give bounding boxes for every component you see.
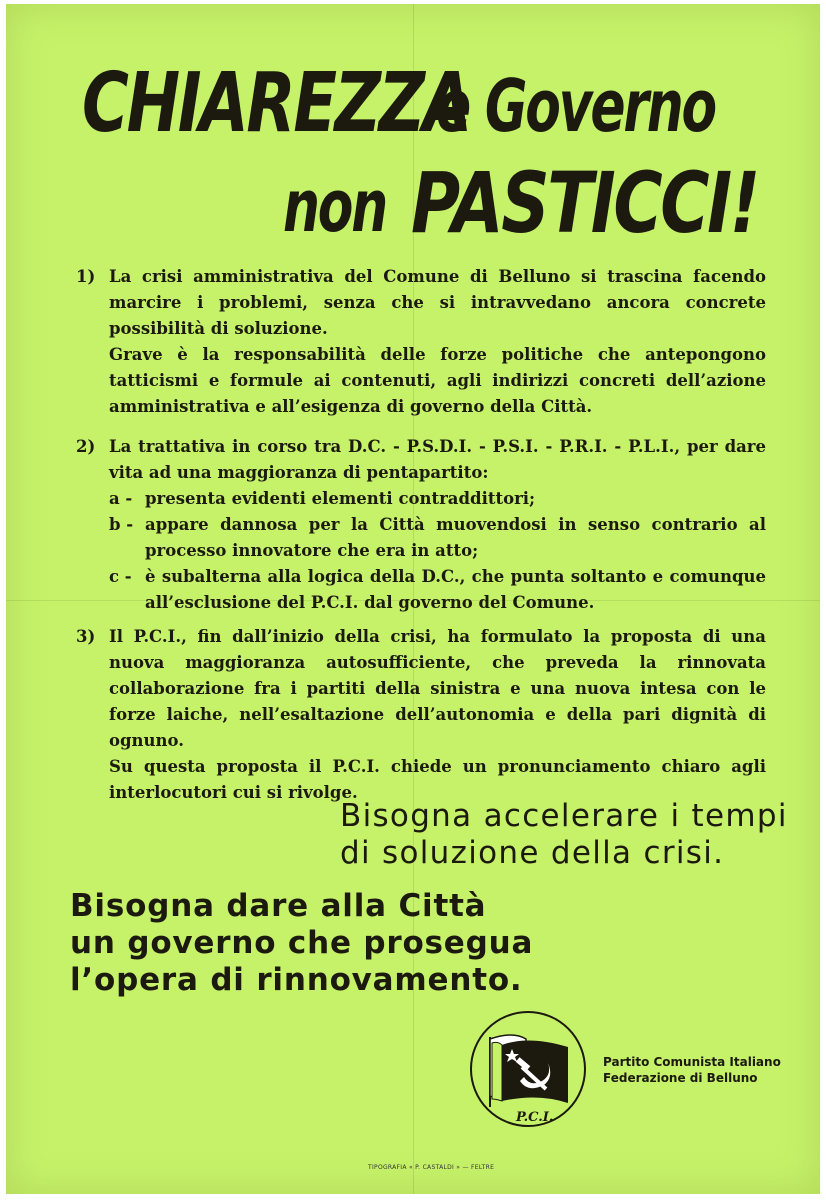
- slogan-governo: [70, 888, 533, 999]
- title-word-e-governo: e Governo: [436, 64, 715, 148]
- title-word-pasticci: PASTICCI!: [411, 154, 759, 252]
- list-item: [109, 512, 766, 564]
- list-item-text: è subalterna alla logica della D.C., che punta soltanto e comunque all’esclusione del P.C.I. dal governo del Comune.: [145, 567, 766, 612]
- list-item: [109, 486, 766, 512]
- printer-credit: TIPOGRAFIA « P. CASTALDI » — FELTRE: [368, 1164, 495, 1171]
- list-item-text: appare dannosa per la Città muovendosi in senso contrario al processo innovatore che era in atto;: [145, 515, 766, 560]
- slogan-line: Bisogna dare alla Città: [70, 888, 487, 924]
- slogan-line: un governo che prosegua: [70, 925, 534, 961]
- point-1: [76, 264, 766, 420]
- party-federation: Federazione di Belluno: [603, 1071, 758, 1085]
- list-item: [109, 564, 766, 616]
- title-word-chiarezza: CHIAREZZA: [82, 56, 470, 151]
- hammer-sickle-flag-icon: [468, 1009, 588, 1129]
- point-intro: La trattativa in corso tra D.C. - P.S.D.I. - P.S.I. - P.R.I. - P.L.I., per dare vita ad una maggioranza di pentapartito:: [109, 437, 766, 482]
- logo-letters: P.C.I.: [516, 1110, 554, 1125]
- list-item-text: presenta evidenti elementi contraddittori;: [145, 489, 536, 508]
- slogan-accelerare: [340, 798, 788, 872]
- list-item-letter: a -: [109, 489, 133, 508]
- party-name: Partito Comunista Italiano: [603, 1055, 781, 1069]
- party-signature: [603, 1054, 781, 1086]
- list-item-letter: c -: [109, 567, 132, 586]
- list-item-letter: b -: [109, 515, 134, 534]
- poster: [6, 4, 820, 1194]
- slogan-line: di soluzione della crisi.: [340, 835, 725, 871]
- point-3: [76, 624, 766, 806]
- slogan-line: l’opera di rinnovamento.: [70, 962, 523, 998]
- point-number: 3): [76, 627, 96, 646]
- point-paragraph: Su questa proposta il P.C.I. chiede un pronunciamento chiaro agli interlocutori cui si rivolge.: [109, 757, 766, 802]
- title-word-non: non: [283, 164, 386, 248]
- point-2: [76, 434, 766, 616]
- point-paragraph: La crisi amministrativa del Comune di Belluno si trascina facendo marcire i problemi, senza che si intravvedano ancora concrete possibilità di soluzione.: [109, 267, 766, 338]
- point-number: 2): [76, 437, 96, 456]
- slogan-line: Bisogna accelerare i tempi: [340, 798, 788, 834]
- point-paragraph: Grave è la responsabilità delle forze politiche che antepongono tatticismi e formule ai contenuti, agli indirizzi concreti dell’azione amministrativa e all’esigenza di governo della Città.: [109, 345, 766, 416]
- point-number: 1): [76, 267, 96, 286]
- point-paragraph: Il P.C.I., fin dall’inizio della crisi, ha formulato la proposta di una nuova maggioranza autosufficiente, che preveda la rinnovata collaborazione fra i partiti della sinistra e una nuova intesa con le forze laiche, nell’esaltazione dell’autonomia e della pari dignità di ognuno.: [109, 627, 766, 750]
